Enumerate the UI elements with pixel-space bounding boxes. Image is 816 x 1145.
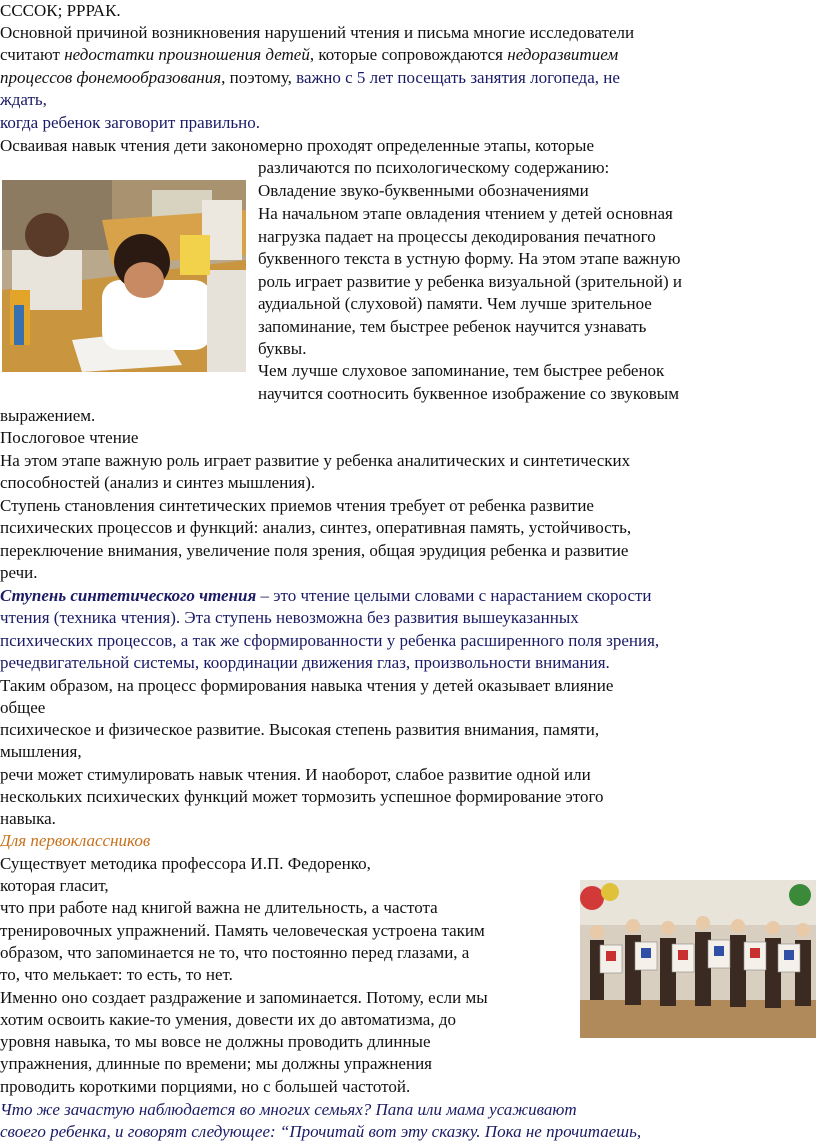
stages-line-1: Осваивая навык чтения дети закономерно проходят определенные этапы, которые: [0, 136, 594, 155]
children-letters-photo: [580, 880, 816, 1038]
synthetic-line-4: речедвигательной системы, координации движения глаз, произвольности внимания.: [0, 653, 610, 672]
first-graders-line-11: проводить короткими порциями, но с большей частотой.: [0, 1077, 411, 1096]
stages-heading-sound-letter: Овладение звуко-буквенными обозначениями: [258, 181, 589, 200]
first-graders-line-5: образом, что запоминается не то, что постоянно перед глазами, а: [0, 943, 470, 962]
conclusion-line-1: Таким образом, на процесс формирования навыка чтения у детей оказывает влияние: [0, 676, 614, 695]
first-graders-line-7: Именно оно создает раздражение и запоминается. Потому, если мы: [0, 988, 488, 1007]
family-line-1: Что же зачастую наблюдается во многих семьях? Папа или мама усаживают: [0, 1100, 577, 1119]
first-graders-line-3: что при работе над книгой важна не длительность, а частота: [0, 898, 438, 917]
stages-line-5: нагрузка падает на процессы декодирования печатного: [258, 227, 656, 246]
first-graders-line-8: хотим освоить какие-то умения, довести их до автоматизма, до: [0, 1010, 456, 1029]
stages-line-10: буквы.: [258, 339, 307, 358]
syllable-line-3: Ступень становления синтетических приемов чтения требует от ребенка развитие: [0, 496, 594, 515]
stages-line-7: роль играет развитие у ребенка визуальной (зрительной) и: [258, 272, 682, 291]
stages-line-6: буквенного текста в устную форму. На этом этапе важную: [258, 249, 681, 268]
intro-line-3: процессов фонемообразования, поэтому, важно с 5 лет посещать занятия логопеда, не: [0, 68, 620, 87]
stages-line-12: научится соотносить буквенное изображение со звуковым: [258, 384, 679, 403]
syllable-line-5: переключение внимания, увеличение поля зрения, общая эрудиция ребенка и развитие: [0, 541, 629, 560]
conclusion-line-6: нескольких психических функций может тормозить успешное формирование этого: [0, 787, 604, 806]
synthetic-line-1: Ступень синтетического чтения – это чтение целыми словами с нарастанием скорости: [0, 586, 652, 605]
stages-line-13: выражением.: [0, 406, 96, 425]
first-graders-line-4: тренировочных упражнений. Память человеческая устроена таким: [0, 921, 485, 940]
first-graders-line-10: упражнения, длинные по времени; мы должны упражнения: [0, 1054, 432, 1073]
stages-line-2: различаются по психологическому содержанию:: [258, 158, 610, 177]
first-graders-heading: Для первоклассников: [0, 831, 151, 850]
intro-line-5: когда ребенок заговорит правильно.: [0, 113, 260, 132]
first-graders-line-9: уровня навыка, то мы вовсе не должны проводить длинные: [0, 1032, 431, 1051]
document-header: СССОК; РРРАК.: [0, 1, 121, 20]
syllable-line-4: психических процессов и функций: анализ, синтез, оперативная память, устойчивость,: [0, 518, 632, 537]
first-graders-line-1: Существует методика профессора И.П. Федоренко,: [0, 854, 371, 873]
stages-line-8: аудиальной (слуховой) памяти. Чем лучше зрительное: [258, 294, 652, 313]
syllable-line-1: На этом этапе важную роль играет развитие у ребенка аналитических и синтетических: [0, 451, 631, 470]
intro-line-2: считают недостатки произношения детей, которые сопровождаются недоразвитием: [0, 45, 619, 64]
conclusion-line-2: общее: [0, 698, 46, 717]
synthetic-line-3: психических процессов, а так же сформированности у ребенка расширенного поля зрения,: [0, 631, 660, 650]
syllable-heading: Послоговое чтение: [0, 428, 139, 447]
syllable-line-6: речи.: [0, 563, 38, 582]
family-line-2: своего ребенка, и говорят следующее: “Прочитай вот эту сказку. Пока не прочитаешь,: [0, 1122, 642, 1141]
syllable-line-2: способностей (анализ и синтез мышления).: [0, 473, 316, 492]
synthetic-line-2: чтения (техника чтения). Эта ступень невозможна без развития вышеуказанных: [0, 608, 579, 627]
conclusion-line-7: навыка.: [0, 809, 56, 828]
intro-line-1: Основной причиной возникновения нарушений чтения и письма многие исследователи: [0, 23, 635, 42]
stages-line-9: запоминание, тем быстрее ребенок научится узнавать: [258, 317, 647, 336]
intro-line-4: ждать,: [0, 90, 47, 109]
classroom-photo: [2, 180, 246, 372]
conclusion-line-4: мышления,: [0, 742, 82, 761]
conclusion-line-3: психическое и физическое развитие. Высокая степень развития внимания, памяти,: [0, 720, 600, 739]
stages-line-4: На начальном этапе овладения чтением у детей основная: [258, 204, 673, 223]
first-graders-line-6: то, что мелькает: то есть, то нет.: [0, 965, 233, 984]
conclusion-line-5: речи может стимулировать навык чтения. И наоборот, слабое развитие одной или: [0, 765, 591, 784]
stages-line-11: Чем лучше слуховое запоминание, тем быстрее ребенок: [258, 361, 665, 380]
first-graders-line-2: которая гласит,: [0, 876, 109, 895]
